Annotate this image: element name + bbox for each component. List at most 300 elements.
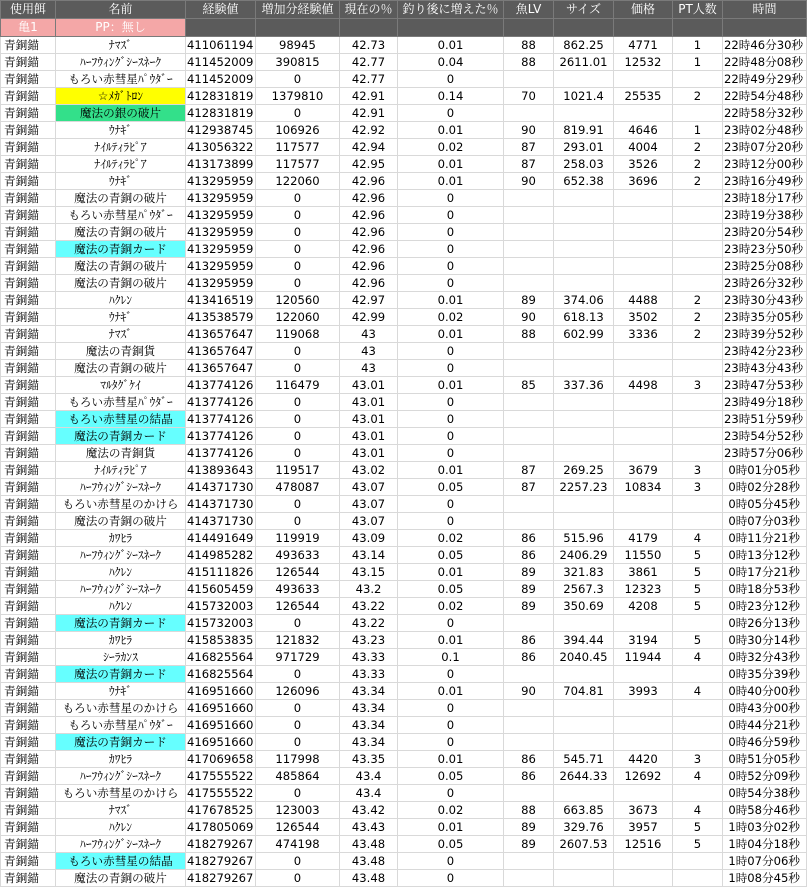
percent-cell: 43.22: [340, 615, 398, 632]
fish-level-cell: [504, 190, 554, 207]
exp-cell: 416825564: [186, 649, 256, 666]
percent-cell: 43.42: [340, 802, 398, 819]
party-size-cell: 2: [673, 292, 723, 309]
name-cell: ﾊｸﾚﾝ: [56, 819, 186, 836]
percent-gain-cell: 0.01: [398, 326, 504, 343]
party-size-cell: 5: [673, 836, 723, 853]
bait-cell: 青銅錨: [1, 428, 56, 445]
price-cell: 3957: [614, 819, 673, 836]
percent-gain-cell: 0.14: [398, 88, 504, 105]
time-cell: 23時57分06秒: [723, 445, 807, 462]
name-cell: もろい赤彗星のかけら: [56, 700, 186, 717]
percent-gain-cell: 0.01: [398, 122, 504, 139]
fish-level-cell: [504, 224, 554, 241]
party-size-cell: [673, 105, 723, 122]
percent-gain-cell: 0: [398, 241, 504, 258]
exp-gain-cell: 0: [256, 105, 340, 122]
percent-cell: 42.94: [340, 139, 398, 156]
name-cell: 魔法の青銅の破片: [56, 360, 186, 377]
time-cell: 23時47分53秒: [723, 377, 807, 394]
time-cell: 23時54分52秒: [723, 428, 807, 445]
table-row: [1, 530, 807, 547]
party-size-cell: 4: [673, 683, 723, 700]
size-cell: 2607.53: [554, 836, 614, 853]
percent-gain-cell: 0: [398, 513, 504, 530]
percent-gain-cell: 0.02: [398, 309, 504, 326]
bait-cell: 青銅錨: [1, 326, 56, 343]
exp-gain-cell: 126544: [256, 598, 340, 615]
table-row: [1, 564, 807, 581]
table-row: [1, 224, 807, 241]
name-cell: 魔法の青銅カード: [56, 615, 186, 632]
time-cell: 1時07分06秒: [723, 853, 807, 870]
price-cell: [614, 496, 673, 513]
exp-cell: 417805069: [186, 819, 256, 836]
time-cell: 22時46分30秒: [723, 37, 807, 54]
name-cell: 魔法の青銅の破片: [56, 224, 186, 241]
bait-cell: 青銅錨: [1, 479, 56, 496]
price-cell: [614, 207, 673, 224]
percent-cell: 42.95: [340, 156, 398, 173]
size-cell: 350.69: [554, 598, 614, 615]
name-cell: ﾅｲﾙﾃｨﾗﾋﾟｱ: [56, 156, 186, 173]
percent-cell: 43.23: [340, 632, 398, 649]
table-row: [1, 870, 807, 887]
percent-cell: 43.34: [340, 717, 398, 734]
size-cell: 819.91: [554, 122, 614, 139]
table-row: [1, 326, 807, 343]
header-row: [1, 1, 807, 19]
fish-level-cell: 86: [504, 768, 554, 785]
party-size-cell: [673, 870, 723, 887]
exp-gain-cell: 106926: [256, 122, 340, 139]
size-cell: 1021.4: [554, 88, 614, 105]
percent-gain-cell: 0: [398, 428, 504, 445]
bait-cell: 青銅錨: [1, 717, 56, 734]
price-cell: [614, 105, 673, 122]
exp-cell: 413774126: [186, 377, 256, 394]
percent-cell: 43.01: [340, 428, 398, 445]
price-cell: [614, 428, 673, 445]
size-cell: 374.06: [554, 292, 614, 309]
bait-cell: 青銅錨: [1, 513, 56, 530]
table-row: [1, 683, 807, 700]
bait-cell: 青銅錨: [1, 105, 56, 122]
time-cell: 0時40分00秒: [723, 683, 807, 700]
percent-gain-cell: 0: [398, 258, 504, 275]
bait-cell: 青銅錨: [1, 615, 56, 632]
percent-cell: 42.77: [340, 71, 398, 88]
percent-gain-cell: 0.01: [398, 292, 504, 309]
bait-cell: 青銅錨: [1, 173, 56, 190]
bait-cell: 青銅錨: [1, 190, 56, 207]
exp-cell: 413893643: [186, 462, 256, 479]
table-row: [1, 139, 807, 156]
fish-level-cell: [504, 734, 554, 751]
party-size-cell: 4: [673, 530, 723, 547]
exp-cell: 414371730: [186, 479, 256, 496]
size-cell: [554, 105, 614, 122]
exp-gain-cell: 119919: [256, 530, 340, 547]
table-row: [1, 581, 807, 598]
time-cell: 22時58分32秒: [723, 105, 807, 122]
table-row: [1, 207, 807, 224]
exp-cell: 415853835: [186, 632, 256, 649]
table-row: [1, 241, 807, 258]
price-cell: [614, 275, 673, 292]
bait-cell: 青銅錨: [1, 37, 56, 54]
fish-level-cell: [504, 700, 554, 717]
percent-gain-cell: 0.01: [398, 683, 504, 700]
exp-gain-cell: 0: [256, 700, 340, 717]
exp-gain-cell: 0: [256, 734, 340, 751]
fish-level-cell: [504, 411, 554, 428]
fish-level-cell: [504, 785, 554, 802]
percent-cell: 42.96: [340, 207, 398, 224]
percent-cell: 43.2: [340, 581, 398, 598]
size-cell: 337.36: [554, 377, 614, 394]
table-row: [1, 819, 807, 836]
exp-cell: 413774126: [186, 445, 256, 462]
party-size-cell: [673, 394, 723, 411]
exp-cell: 413295959: [186, 275, 256, 292]
name-cell: 魔法の銀の破片: [56, 105, 186, 122]
price-cell: 4208: [614, 598, 673, 615]
party-size-cell: 2: [673, 326, 723, 343]
percent-cell: 42.99: [340, 309, 398, 326]
price-cell: 3696: [614, 173, 673, 190]
table-row: [1, 445, 807, 462]
exp-gain-cell: 0: [256, 360, 340, 377]
price-cell: 3861: [614, 564, 673, 581]
name-cell: ﾊｸﾚﾝ: [56, 598, 186, 615]
price-cell: 12323: [614, 581, 673, 598]
percent-cell: 43.02: [340, 462, 398, 479]
time-cell: 0時18分53秒: [723, 581, 807, 598]
table-body: [1, 37, 807, 887]
percent-gain-cell: 0: [398, 190, 504, 207]
table-row: [1, 462, 807, 479]
percent-cell: 43.4: [340, 768, 398, 785]
table-row: [1, 768, 807, 785]
name-cell: ﾊｸﾚﾝ: [56, 564, 186, 581]
fish-level-cell: 90: [504, 683, 554, 700]
price-cell: 4179: [614, 530, 673, 547]
exp-cell: 413295959: [186, 190, 256, 207]
party-size-cell: [673, 343, 723, 360]
percent-gain-cell: 0: [398, 853, 504, 870]
percent-cell: 43.07: [340, 496, 398, 513]
exp-gain-cell: 117577: [256, 156, 340, 173]
pp-label: PP：無し: [56, 19, 186, 37]
exp-cell: 415732003: [186, 598, 256, 615]
party-size-cell: [673, 411, 723, 428]
fish-level-cell: 87: [504, 156, 554, 173]
table-row: [1, 309, 807, 326]
exp-gain-cell: 116479: [256, 377, 340, 394]
exp-cell: 411452009: [186, 54, 256, 71]
name-cell: ﾊｸﾚﾝ: [56, 292, 186, 309]
exp-cell: 411452009: [186, 71, 256, 88]
fish-level-cell: 88: [504, 37, 554, 54]
price-cell: [614, 513, 673, 530]
fish-level-cell: [504, 207, 554, 224]
table-row: [1, 802, 807, 819]
percent-cell: 43.07: [340, 479, 398, 496]
time-cell: 0時35分39秒: [723, 666, 807, 683]
price-cell: 4646: [614, 122, 673, 139]
column-header: PT人数: [673, 1, 723, 19]
name-cell: ｶﾜﾋﾗ: [56, 632, 186, 649]
party-size-cell: 3: [673, 462, 723, 479]
table-row: [1, 632, 807, 649]
fish-level-cell: 87: [504, 462, 554, 479]
table-row: [1, 54, 807, 71]
percent-gain-cell: 0.01: [398, 156, 504, 173]
party-size-cell: 2: [673, 156, 723, 173]
size-cell: [554, 207, 614, 224]
fish-level-cell: 86: [504, 751, 554, 768]
percent-gain-cell: 0.05: [398, 479, 504, 496]
percent-cell: 42.91: [340, 88, 398, 105]
percent-gain-cell: 0: [398, 734, 504, 751]
exp-gain-cell: 390815: [256, 54, 340, 71]
price-cell: 4420: [614, 751, 673, 768]
price-cell: 12516: [614, 836, 673, 853]
exp-gain-cell: 0: [256, 224, 340, 241]
percent-gain-cell: 0: [398, 445, 504, 462]
name-cell: もろい赤彗星ﾊﾟｳﾀﾞｰ: [56, 717, 186, 734]
fish-level-cell: [504, 258, 554, 275]
exp-cell: 413295959: [186, 258, 256, 275]
fish-level-cell: [504, 666, 554, 683]
exp-gain-cell: 478087: [256, 479, 340, 496]
bait-cell: 青銅錨: [1, 377, 56, 394]
name-cell: ｶﾜﾋﾗ: [56, 751, 186, 768]
turtle-label: 亀1: [1, 19, 56, 37]
exp-cell: 416825564: [186, 666, 256, 683]
exp-cell: 416951660: [186, 683, 256, 700]
time-cell: 0時07分03秒: [723, 513, 807, 530]
exp-gain-cell: 0: [256, 853, 340, 870]
time-cell: 23時43分43秒: [723, 360, 807, 377]
column-header: 現在の％: [340, 1, 398, 19]
column-header: サイズ: [554, 1, 614, 19]
percent-cell: 42.73: [340, 37, 398, 54]
exp-gain-cell: 0: [256, 785, 340, 802]
exp-cell: 416951660: [186, 734, 256, 751]
size-cell: 2567.3: [554, 581, 614, 598]
time-cell: 0時58分46秒: [723, 802, 807, 819]
time-cell: 0時46分59秒: [723, 734, 807, 751]
fish-level-cell: 87: [504, 479, 554, 496]
bait-cell: 青銅錨: [1, 411, 56, 428]
percent-cell: 43.48: [340, 836, 398, 853]
bait-cell: 青銅錨: [1, 819, 56, 836]
price-cell: [614, 734, 673, 751]
fish-level-cell: 86: [504, 632, 554, 649]
party-size-cell: 3: [673, 377, 723, 394]
fish-level-cell: [504, 615, 554, 632]
fish-level-cell: 88: [504, 54, 554, 71]
column-header: 価格: [614, 1, 673, 19]
exp-gain-cell: 122060: [256, 173, 340, 190]
fish-level-cell: [504, 71, 554, 88]
percent-cell: 42.92: [340, 122, 398, 139]
time-cell: 1時04分18秒: [723, 836, 807, 853]
table-row: [1, 88, 807, 105]
table-row: [1, 836, 807, 853]
bait-cell: 青銅錨: [1, 700, 56, 717]
bait-cell: 青銅錨: [1, 394, 56, 411]
fish-level-cell: 89: [504, 819, 554, 836]
price-cell: [614, 360, 673, 377]
name-cell: ﾅﾏｽﾞ: [56, 326, 186, 343]
party-size-cell: 2: [673, 88, 723, 105]
price-cell: 3336: [614, 326, 673, 343]
size-cell: 293.01: [554, 139, 614, 156]
party-size-cell: [673, 360, 723, 377]
size-cell: 704.81: [554, 683, 614, 700]
time-cell: 0時01分05秒: [723, 462, 807, 479]
fish-level-cell: [504, 241, 554, 258]
time-cell: 23時18分17秒: [723, 190, 807, 207]
exp-gain-cell: 122060: [256, 309, 340, 326]
percent-gain-cell: 0: [398, 717, 504, 734]
time-cell: 0時54分38秒: [723, 785, 807, 802]
exp-cell: 413538579: [186, 309, 256, 326]
name-cell: ﾊｰﾌｳｨﾝｸﾞｼｰｽﾈｰｸ: [56, 54, 186, 71]
bait-cell: 青銅錨: [1, 683, 56, 700]
price-cell: [614, 700, 673, 717]
exp-gain-cell: 119068: [256, 326, 340, 343]
exp-gain-cell: 0: [256, 496, 340, 513]
time-cell: 0時51分05秒: [723, 751, 807, 768]
size-cell: 321.83: [554, 564, 614, 581]
exp-gain-cell: 493633: [256, 547, 340, 564]
percent-gain-cell: 0.01: [398, 173, 504, 190]
size-cell: 269.25: [554, 462, 614, 479]
table-row: [1, 649, 807, 666]
percent-gain-cell: 0: [398, 275, 504, 292]
name-cell: もろい赤彗星の結晶: [56, 411, 186, 428]
column-header: 経験値: [186, 1, 256, 19]
percent-gain-cell: 0.01: [398, 462, 504, 479]
percent-cell: 42.96: [340, 275, 398, 292]
bait-cell: 青銅錨: [1, 258, 56, 275]
price-cell: 4004: [614, 139, 673, 156]
percent-gain-cell: 0.01: [398, 377, 504, 394]
price-cell: 4498: [614, 377, 673, 394]
exp-gain-cell: 493633: [256, 581, 340, 598]
fish-level-cell: 88: [504, 802, 554, 819]
time-cell: 1時08分45秒: [723, 870, 807, 887]
price-cell: [614, 717, 673, 734]
time-cell: 23時35分05秒: [723, 309, 807, 326]
size-cell: 2040.45: [554, 649, 614, 666]
percent-gain-cell: 0: [398, 207, 504, 224]
exp-cell: 416951660: [186, 700, 256, 717]
fish-level-cell: 90: [504, 309, 554, 326]
exp-cell: 418279267: [186, 836, 256, 853]
price-cell: 11944: [614, 649, 673, 666]
exp-cell: 416951660: [186, 717, 256, 734]
size-cell: [554, 428, 614, 445]
price-cell: 10834: [614, 479, 673, 496]
price-cell: 25535: [614, 88, 673, 105]
percent-gain-cell: 0.02: [398, 598, 504, 615]
fish-level-cell: [504, 870, 554, 887]
party-size-cell: [673, 207, 723, 224]
fish-level-cell: 88: [504, 326, 554, 343]
percent-gain-cell: 0: [398, 224, 504, 241]
bait-cell: 青銅錨: [1, 309, 56, 326]
table-row: [1, 190, 807, 207]
exp-cell: 414985282: [186, 547, 256, 564]
percent-gain-cell: 0: [398, 666, 504, 683]
percent-gain-cell: 0: [398, 700, 504, 717]
exp-cell: 413056322: [186, 139, 256, 156]
name-cell: ｼｰﾗｶﾝｽ: [56, 649, 186, 666]
price-cell: 3673: [614, 802, 673, 819]
name-cell: ｳﾅｷﾞ: [56, 309, 186, 326]
percent-gain-cell: 0: [398, 71, 504, 88]
price-cell: 3679: [614, 462, 673, 479]
bait-cell: 青銅錨: [1, 54, 56, 71]
size-cell: 545.71: [554, 751, 614, 768]
size-cell: [554, 275, 614, 292]
percent-gain-cell: 0.05: [398, 547, 504, 564]
percent-cell: 43.33: [340, 666, 398, 683]
size-cell: [554, 241, 614, 258]
party-size-cell: [673, 190, 723, 207]
size-cell: [554, 853, 614, 870]
size-cell: [554, 615, 614, 632]
name-cell: ﾅｲﾙﾃｨﾗﾋﾟｱ: [56, 462, 186, 479]
column-header: 名前: [56, 1, 186, 19]
price-cell: 3993: [614, 683, 673, 700]
name-cell: ﾊｰﾌｳｨﾝｸﾞｼｰｽﾈｰｸ: [56, 479, 186, 496]
size-cell: [554, 717, 614, 734]
name-cell: ﾊｰﾌｳｨﾝｸﾞｼｰｽﾈｰｸ: [56, 768, 186, 785]
exp-cell: 413774126: [186, 428, 256, 445]
time-cell: 22時48分08秒: [723, 54, 807, 71]
exp-cell: 414371730: [186, 496, 256, 513]
fish-level-cell: [504, 360, 554, 377]
name-cell: 魔法の青銅の破片: [56, 870, 186, 887]
name-cell: ｳﾅｷﾞ: [56, 683, 186, 700]
table-row: [1, 258, 807, 275]
party-size-cell: [673, 496, 723, 513]
percent-cell: 43.35: [340, 751, 398, 768]
column-header: 釣り後に増えた％: [398, 1, 504, 19]
size-cell: 394.44: [554, 632, 614, 649]
subheader-row: [1, 19, 807, 37]
price-cell: [614, 190, 673, 207]
size-cell: [554, 224, 614, 241]
size-cell: 862.25: [554, 37, 614, 54]
fish-level-cell: [504, 717, 554, 734]
fish-level-cell: [504, 853, 554, 870]
bait-cell: 青銅錨: [1, 343, 56, 360]
bait-cell: 青銅錨: [1, 836, 56, 853]
exp-gain-cell: 123003: [256, 802, 340, 819]
party-size-cell: 2: [673, 309, 723, 326]
name-cell: ｳﾅｷﾞ: [56, 173, 186, 190]
party-size-cell: [673, 241, 723, 258]
table-row: [1, 734, 807, 751]
exp-cell: 415732003: [186, 615, 256, 632]
